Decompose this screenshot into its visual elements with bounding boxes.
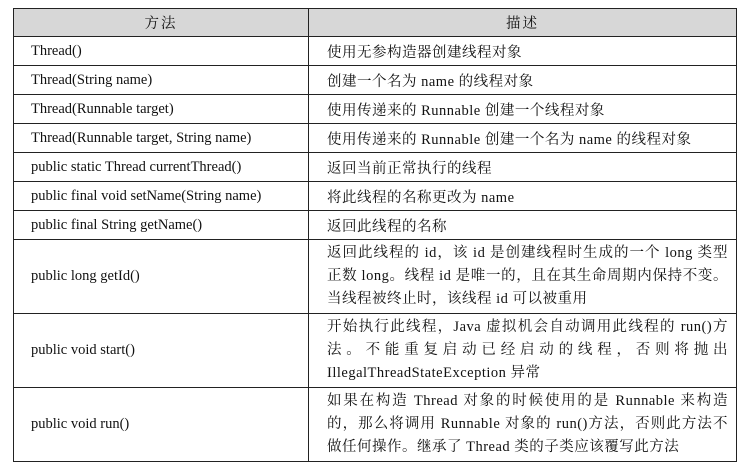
table-row (14, 211, 737, 240)
description-cell: 开始执行此线程，Java 虚拟机会自动调用此线程的 run()方法。不能重复启动已经启动的线程，否则将抛出 IllegalThreadStateException 异常 (309, 314, 737, 388)
method-cell: public void run() (14, 388, 309, 462)
description-cell: 使用传递来的 Runnable 创建一个线程对象 (309, 95, 737, 124)
table-row (14, 95, 737, 124)
method-cell: public final void setName(String name) (14, 182, 309, 211)
method-cell: Thread(String name) (14, 66, 309, 95)
header-method: 方法 (14, 9, 309, 37)
table-row (14, 37, 737, 66)
description-cell: 使用无参构造器创建线程对象 (309, 37, 737, 66)
description-cell: 使用传递来的 Runnable 创建一个名为 name 的线程对象 (309, 124, 737, 153)
description-cell: 如果在构造 Thread 对象的时候使用的是 Runnable 来构造的，那么将调用 Runnable 对象的 run()方法，否则此方法不做任何操作。继承了 Thread 类的子类应该覆写此方法 (309, 388, 737, 462)
table-row (14, 66, 737, 95)
table-row (14, 314, 737, 388)
method-cell: Thread(Runnable target) (14, 95, 309, 124)
table-header-row (14, 9, 737, 37)
method-cell: public long getId() (14, 240, 309, 314)
method-cell: public final String getName() (14, 211, 309, 240)
method-cell: public void start() (14, 314, 309, 388)
description-cell: 将此线程的名称更改为 name (309, 182, 737, 211)
description-cell: 返回此线程的 id，该 id 是创建线程时生成的一个 long 类型正数 long。线程 id 是唯一的，且在其生命周期内保持不变。当线程被终止时，该线程 id 可以被重用 (309, 240, 737, 314)
description-cell: 返回当前正常执行的线程 (309, 153, 737, 182)
method-cell: Thread() (14, 37, 309, 66)
description-cell: 返回此线程的名称 (309, 211, 737, 240)
table-row (14, 124, 737, 153)
method-cell: public static Thread currentThread() (14, 153, 309, 182)
method-cell: Thread(Runnable target, String name) (14, 124, 309, 153)
table-row (14, 182, 737, 211)
table-row (14, 153, 737, 182)
description-cell: 创建一个名为 name 的线程对象 (309, 66, 737, 95)
thread-methods-table (13, 8, 737, 462)
table-row (14, 388, 737, 462)
table-row (14, 240, 737, 314)
header-description: 描述 (309, 9, 737, 37)
